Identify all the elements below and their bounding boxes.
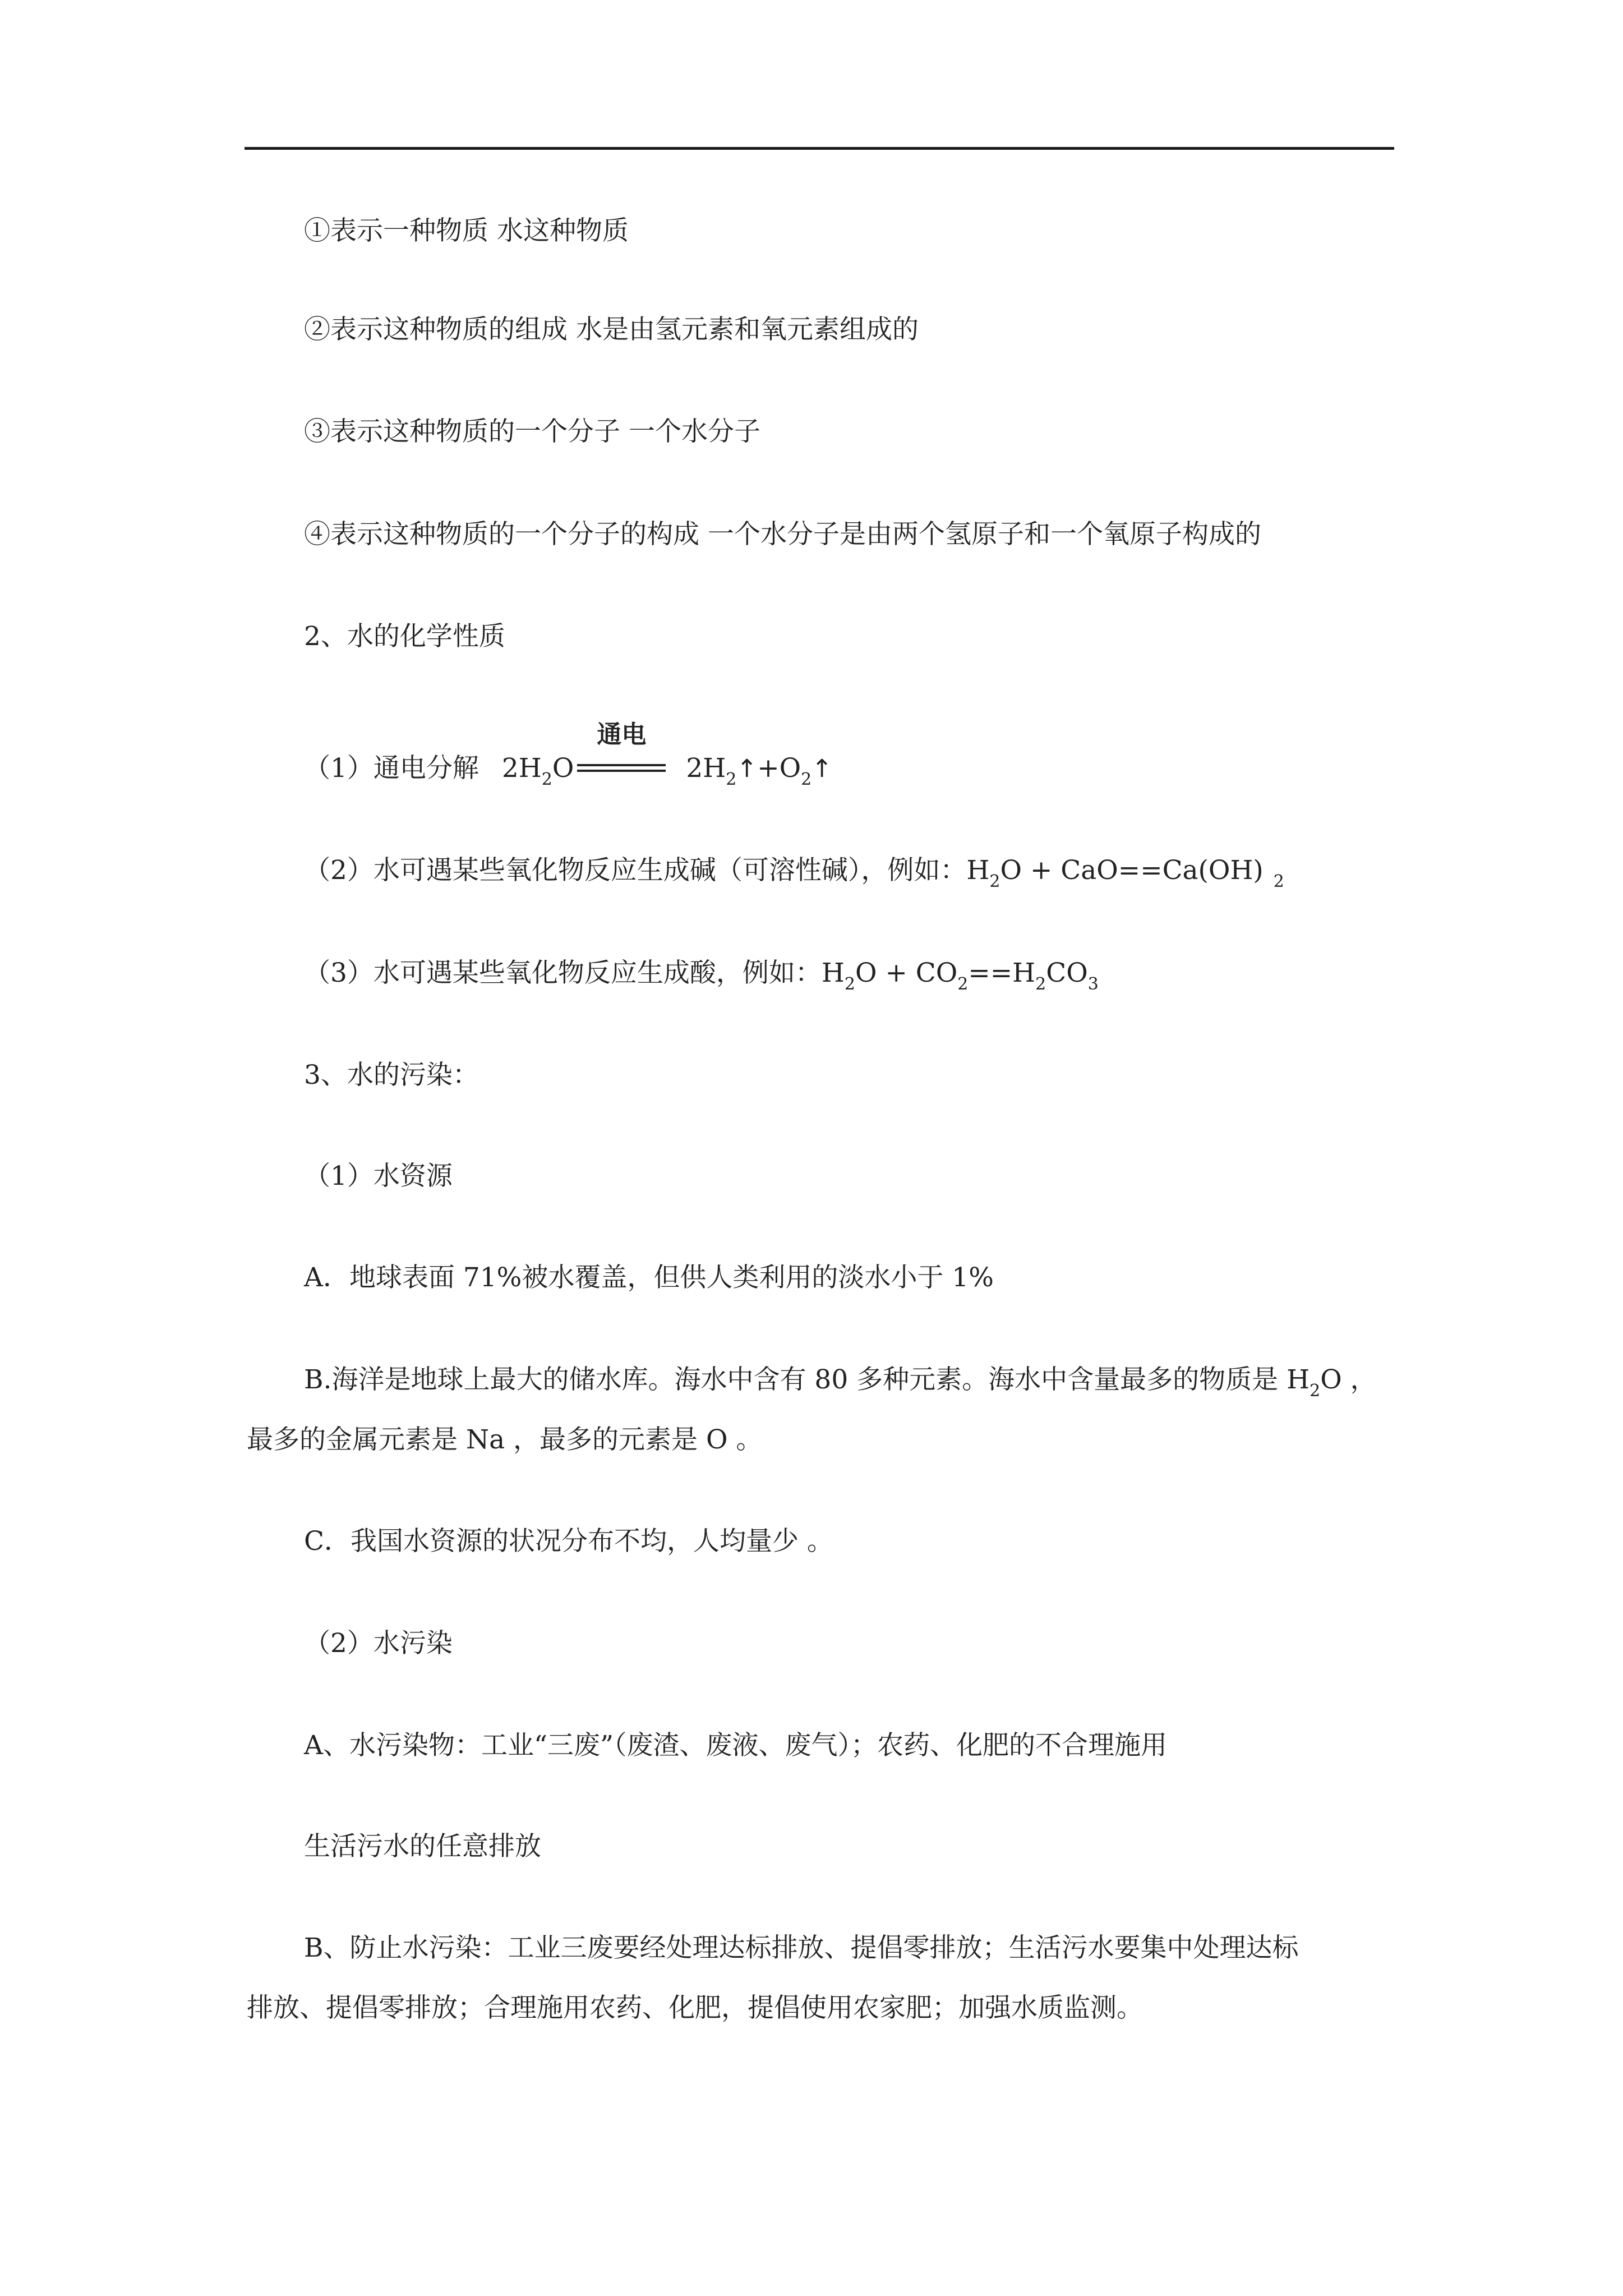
section-3-title: 3、水的污染： [304,1060,479,1091]
reaction-label: （1）通电分解 [304,753,479,784]
subsection-water-resources: （1）水资源 [304,1161,453,1191]
reaction-base: （2）水可遇某些氧化物反应生成碱（可溶性碱），例如：$H_2O + CaO==Ca(OH)$ $_2$ [304,855,1284,891]
gas-up-arrow-icon: ↑ [736,754,758,783]
meaning-4: ④表示这种物质的一个分子的构成 一个水分子是由两个氢原子和一个氧原子构成的 [304,519,1261,550]
equals-bar-top [577,764,666,766]
gas-up-arrow-icon: ↑ [811,754,833,783]
prevention-line-2: 排放、提倡零排放；合理施用农药、化肥，提倡使用农家肥；加强水质监测。 [247,1993,1143,2023]
item-b-line-1: B.海洋是地球上最大的储水库。海水中含有 80 多种元素。海水中含量最多的物质是 $H_2O$ ， [304,1364,1377,1401]
meaning-1: ①表示一种物质 水这种物质 [304,215,629,246]
pollutants-line-2: 生活污水的任意排放 [304,1831,541,1862]
item-a: A．地球表面 71%被水覆盖，但供人类利用的淡水小于 1% [304,1262,994,1293]
meaning-3: ③表示这种物质的一个分子 一个水分子 [304,416,760,447]
header-rule [245,147,1394,150]
reaction-electrolysis: （1）通电分解 $2H_2O$ 通电 $2H_2↑+O_2↑$ [304,752,832,789]
meaning-2: ②表示这种物质的组成 水是由氢元素和氧元素组成的 [304,314,919,345]
subsection-water-pollution: （2）水污染 [304,1628,453,1659]
equals-bar-bottom [577,770,666,772]
pollutants-line: A、水污染物：工业“三废”（废渣、废液、废气）；农药、化肥的不合理施用 [304,1730,1167,1761]
prevention-line-1: B、防止水污染：工业三废要经处理达标排放、提倡零排放；生活污水要集中处理达标 [304,1932,1299,1963]
item-c: C．我国水资源的状况分布不均，人均量少 。 [304,1526,833,1557]
reaction-acid: （3）水可遇某些氧化物反应生成酸，例如：$H_2O + CO_2==H_2CO_3$ [304,958,1099,994]
item-b-line-2: 最多的金属元素是 Na ，最多的元素是 O 。 [247,1424,763,1455]
reaction-condition [574,720,669,785]
section-2-title: 2、水的化学性质 [304,621,505,652]
condition-label: 通电 [597,720,647,749]
